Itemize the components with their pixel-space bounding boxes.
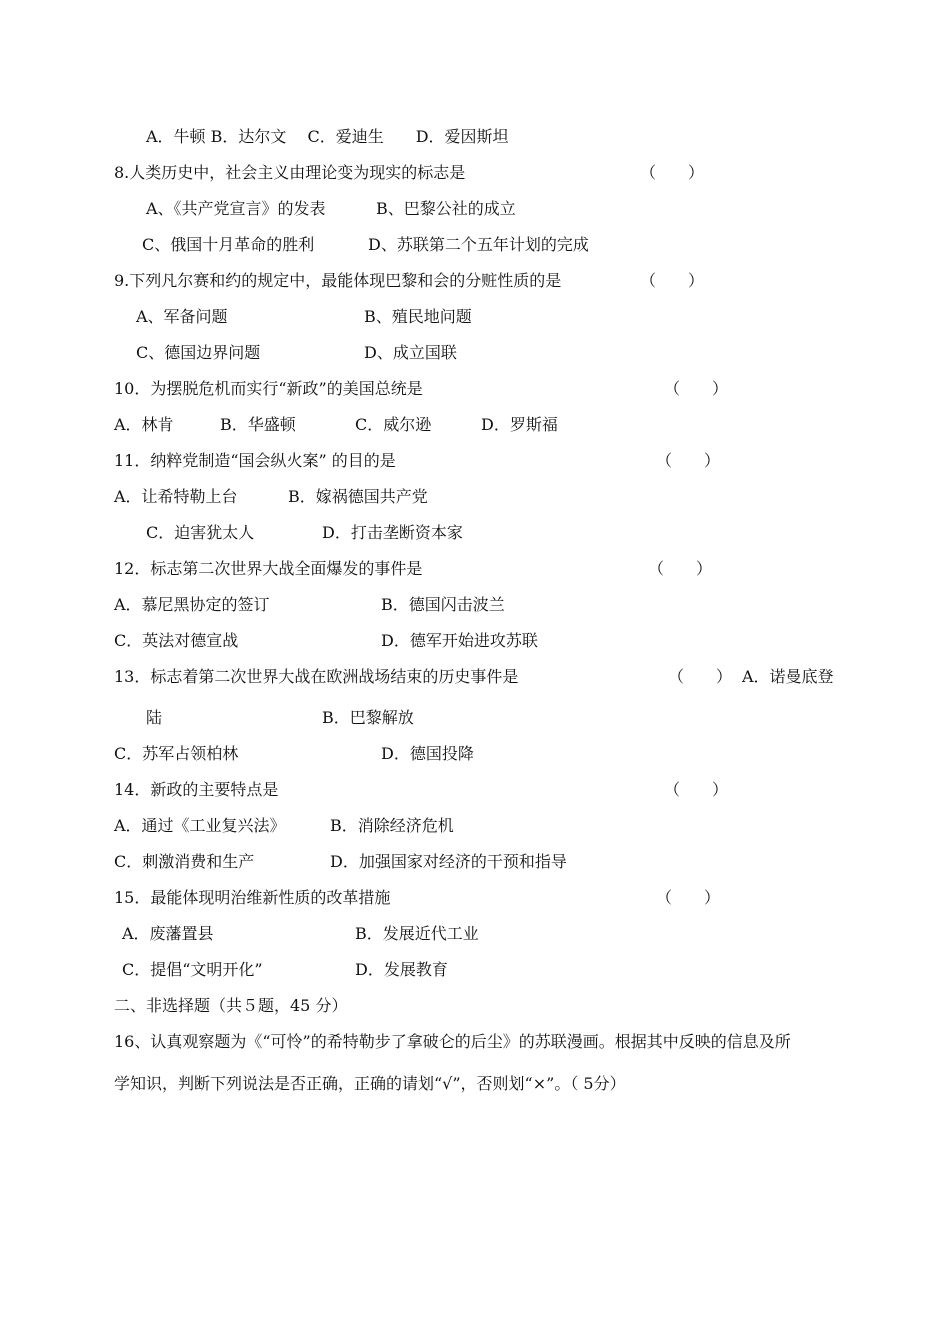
q11-option-d: D．打击垄断资本家	[322, 523, 463, 542]
q9-option-c: C、德国边界问题	[136, 343, 261, 362]
q11-option-b: B．嫁祸德国共产党	[288, 487, 428, 506]
q11-stem: 11．纳粹党制造“国会纵火案” 的目的是	[114, 451, 396, 470]
q8-option-a: A、《共产党宣言》的发表	[146, 199, 326, 218]
q11-option-a: A．让希特勒上台	[114, 487, 238, 506]
q15-option-a: A．废藩置县	[122, 924, 214, 943]
q14-option-d: D．加强国家对经济的干预和指导	[330, 852, 567, 871]
q15-stem: 15．最能体现明治维新性质的改革措施	[114, 888, 391, 907]
q12-stem: 12．标志第二次世界大战全面爆发的事件是	[114, 559, 423, 578]
q10-option-a: A．林肯	[114, 415, 174, 434]
q12-answer-paren: （ ）	[648, 559, 713, 578]
q13-answer-paren: （ ）	[668, 667, 733, 686]
q14-option-c: C．刺激消费和生产	[114, 852, 255, 871]
q13-option-a-part2: 陆	[146, 708, 163, 727]
q13-option-c: C．苏军占领柏林	[114, 744, 239, 763]
q14-option-a: A．通过《工业复兴法》	[114, 816, 286, 835]
q10-answer-paren: （ ）	[664, 379, 729, 398]
q9-stem: 9.下列凡尔赛和约的规定中，最能体现巴黎和会的分赃性质的是	[114, 271, 562, 290]
q9-option-b: B、殖民地问题	[364, 307, 472, 326]
q14-stem: 14．新政的主要特点是	[114, 780, 279, 799]
q15-option-b: B．发展近代工业	[355, 924, 479, 943]
q11-answer-paren: （ ）	[656, 451, 721, 470]
q9-option-d: D、成立国联	[364, 343, 457, 362]
q13-option-b: B．巴黎解放	[322, 708, 414, 727]
q13-option-d: D．德国投降	[381, 744, 474, 763]
q12-option-d: D．德军开始进攻苏联	[381, 631, 538, 650]
q10-option-d: D．罗斯福	[481, 415, 558, 434]
q8-option-d: D、苏联第二个五年计划的完成	[368, 235, 589, 254]
q11-option-c: C．迫害犹太人	[146, 523, 255, 542]
q8-option-c: C、俄国十月革命的胜利	[142, 235, 315, 254]
section-two-heading: 二、非选择题（共５题，45 分）	[114, 996, 348, 1015]
q8-stem: 8.人类历史中，社会主义由理论变为现实的标志是	[114, 163, 466, 182]
q9-answer-paren: （ ）	[640, 271, 705, 290]
q10-option-b: B．华盛顿	[220, 415, 296, 434]
q12-option-c: C．英法对德宣战	[114, 631, 239, 650]
q9-option-a: A、军备问题	[136, 307, 228, 326]
q12-option-a: A．慕尼黑协定的签订	[114, 595, 270, 614]
q7-options: A．牛顿 B．达尔文 C．爱迪生 D．爱因斯坦	[146, 127, 509, 146]
q15-answer-paren: （ ）	[656, 888, 721, 907]
q15-option-d: D．发展教育	[355, 960, 448, 979]
q13-stem: 13．标志着第二次世界大战在欧洲战场结束的历史事件是	[114, 667, 519, 686]
q16-text-line1: 16、认真观察题为《“可怜”的希特勒步了拿破仑的后尘》的苏联漫画。根据其中反映的信息及所	[114, 1032, 791, 1051]
q16-text-line2: 学知识，判断下列说法是否正确，正确的请划“√”，否则划“×”。（ 5分）	[114, 1074, 626, 1093]
q10-option-c: C．威尔逊	[355, 415, 432, 434]
q8-answer-paren: （ ）	[640, 163, 705, 182]
q8-option-b: B、巴黎公社的成立	[376, 199, 516, 218]
q14-option-b: B．消除经济危机	[330, 816, 454, 835]
q14-answer-paren: （ ）	[664, 780, 729, 799]
q15-option-c: C．提倡“文明开化”	[122, 960, 263, 979]
q13-option-a-part1: A．诺曼底登	[742, 667, 834, 686]
q12-option-b: B．德国闪击波兰	[381, 595, 505, 614]
q10-stem: 10．为摆脱危机而实行“新政”的美国总统是	[114, 379, 423, 398]
